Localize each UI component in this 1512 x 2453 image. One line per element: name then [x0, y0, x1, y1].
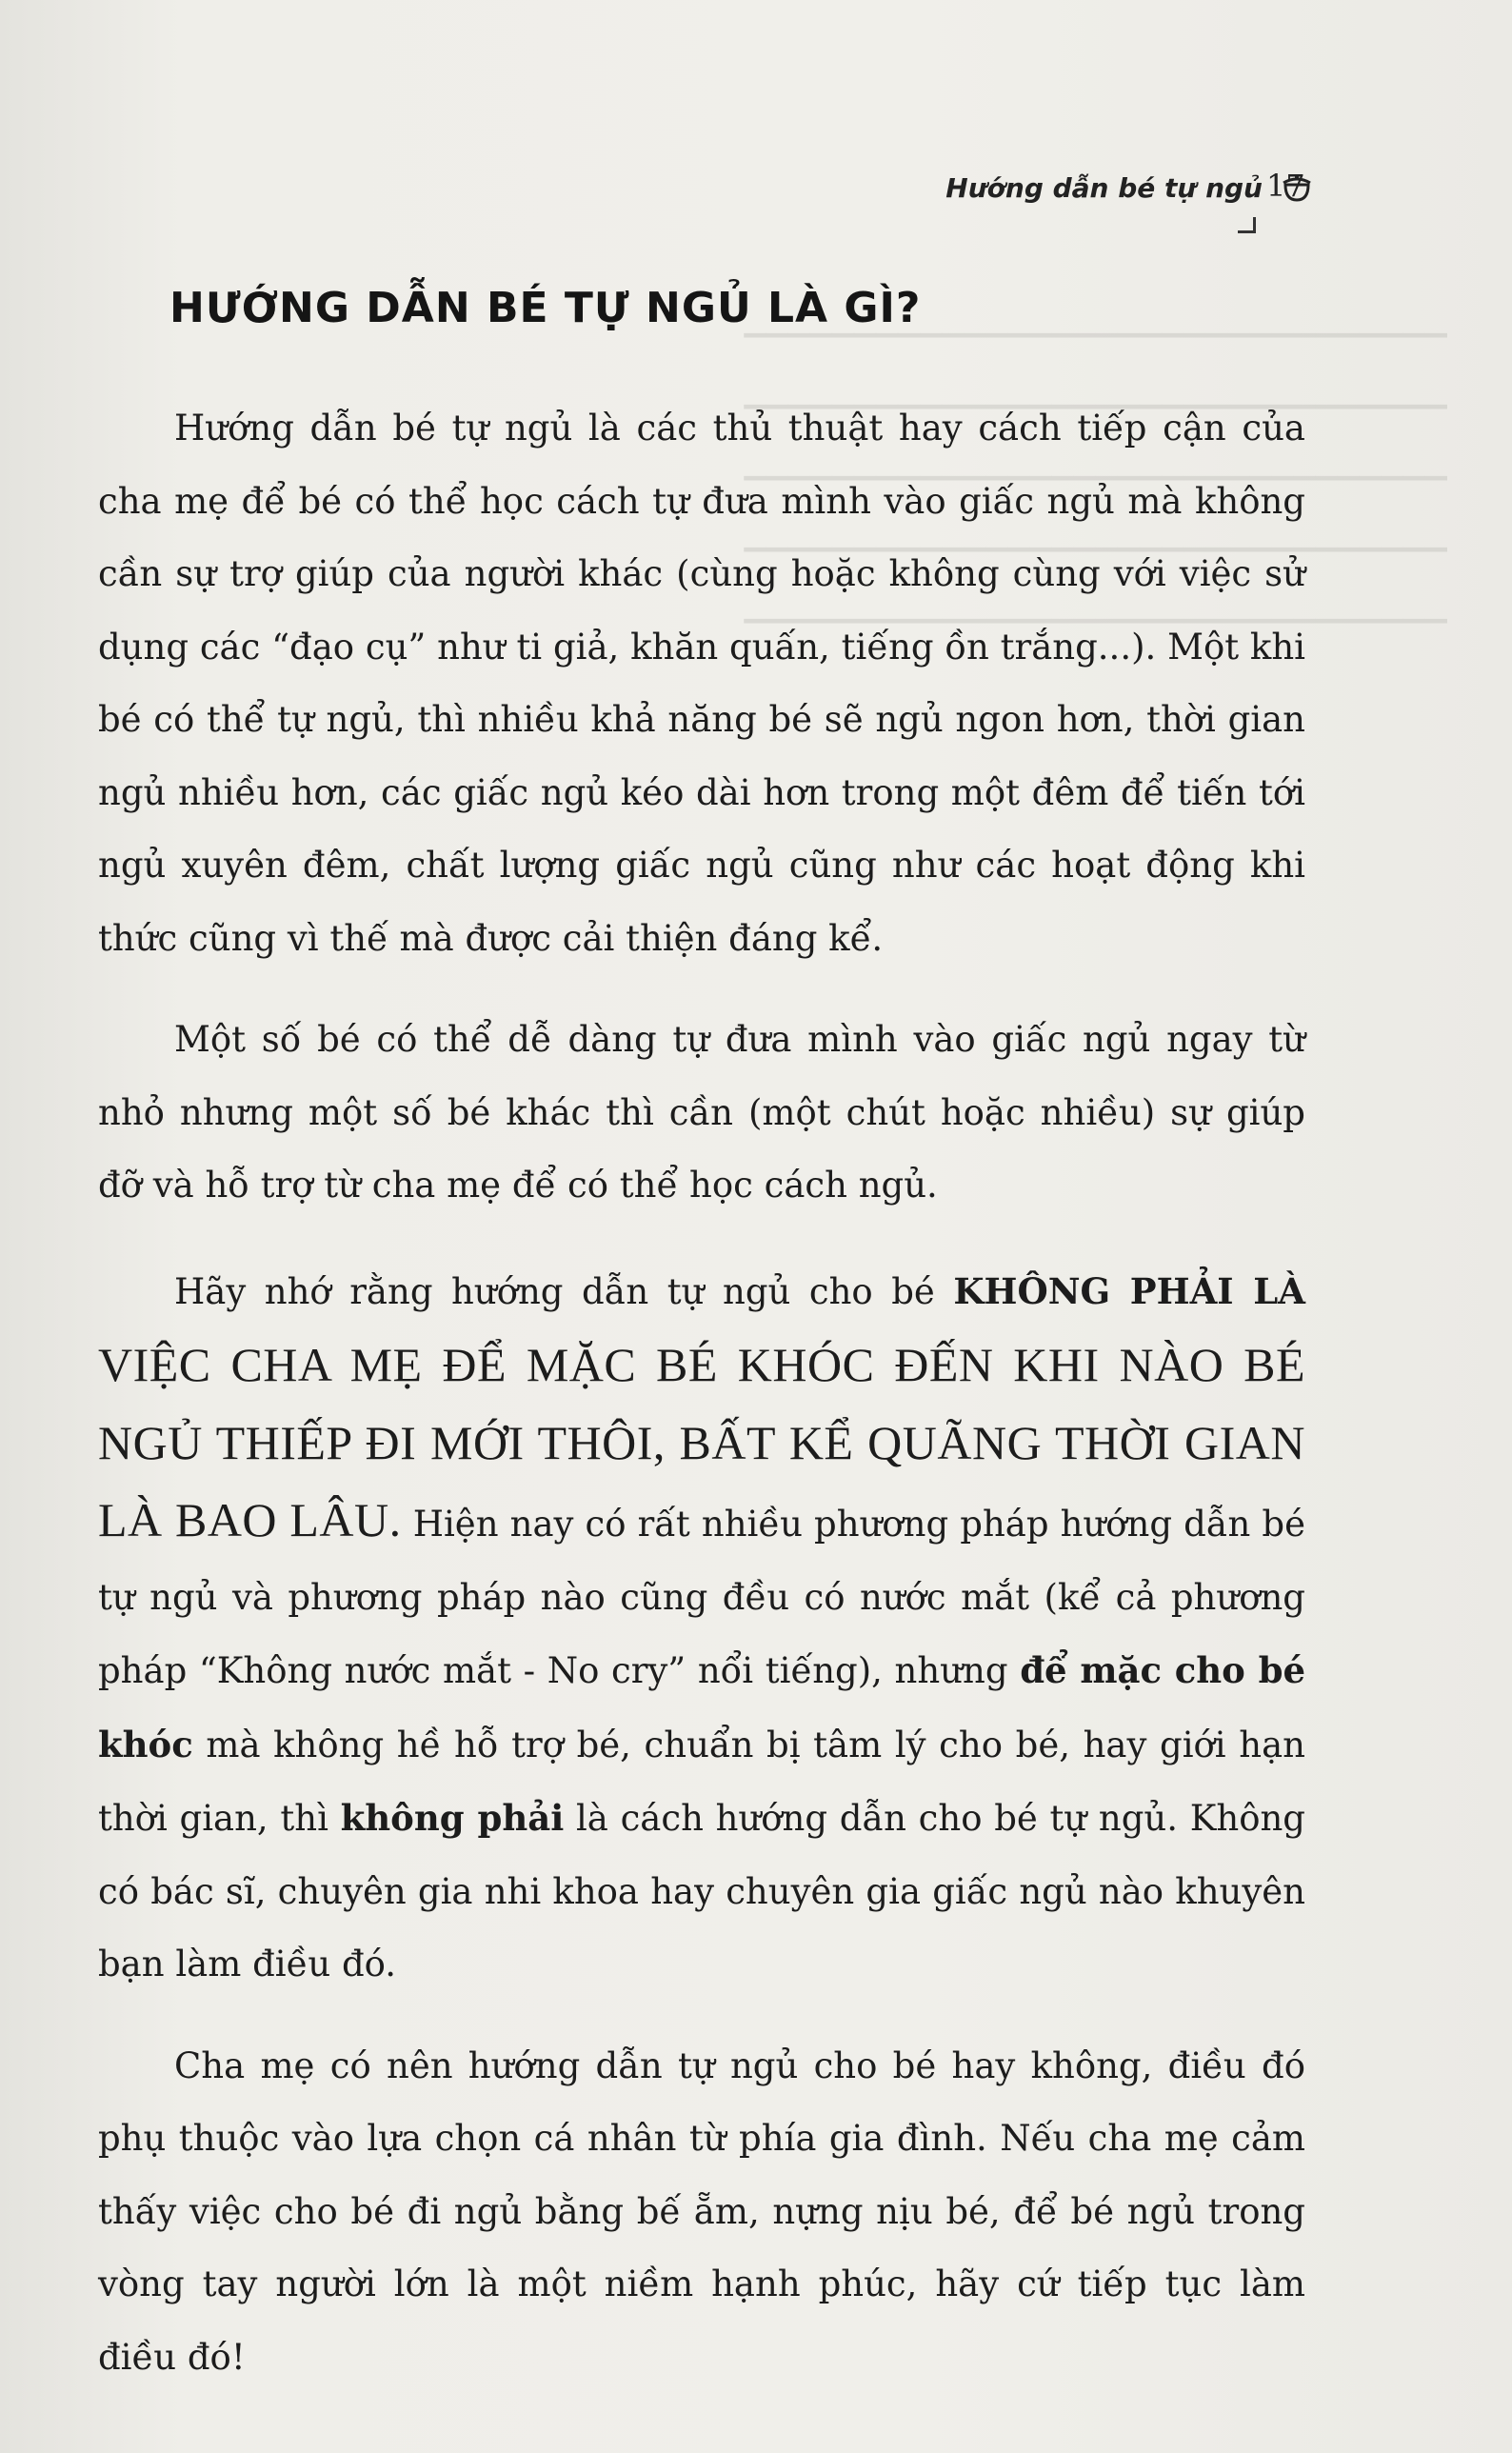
show-through-texture: ▁▁▁▁▁▁▁▁▁▁▁▁▁▁▁▁▁▁▁▁▁▁▁▁▁▁▁▁▁▁▁▁ ▁▁▁▁▁▁▁▁▁▁▁▁▁▁▁▁▁▁▁▁▁▁▁▁▁▁▁▁▁▁▁▁ ▁▁▁▁▁▁▁▁▁▁▁▁▁▁▁▁▁▁▁▁▁▁▁▁▁▁▁▁▁▁▁▁ ▁▁▁▁▁▁▁▁▁▁▁▁▁▁▁▁▁▁▁▁▁▁▁▁▁▁▁▁▁▁▁▁ ▁▁▁▁▁▁▁▁▁▁▁▁▁▁▁▁▁▁▁▁▁▁▁▁▁▁▁▁▁▁▁▁ — [744, 305, 1447, 624]
paragraph-3-text-1: Hãy nhớ rằng hướng dẫn tự ngủ cho bé — [174, 1270, 954, 1312]
paragraph-3-text-4: là cách hướng dẫn cho bé tự ngủ. Không có bác sĩ, chuyên gia nhi khoa hay chuyên gia giấc ngủ nào khuyên bạn làm điều đó. — [98, 1798, 1305, 1984]
paragraph-3-text-2: Hiện nay có rất nhiều phương pháp hướng dẫn bé tự ngủ và phương pháp nào cũng đều có nước mắt (kể cả phương pháp “Không nước mắt - No cry” nổi tiếng), nhưng — [98, 1504, 1305, 1691]
bold-not: không phải — [340, 1797, 565, 1839]
corner-mark — [1238, 217, 1256, 233]
paragraph-3 — [98, 1251, 1305, 2002]
page-number: 17 — [1266, 168, 1305, 204]
bold-not-is: KHÔNG PHẢI LÀ — [953, 1269, 1305, 1312]
caps-emphasis: VIỆC CHA MẸ ĐỂ MẶC BÉ KHÓC ĐẾN KHI NÀO BÉ NGỦ THIẾP ĐI MỚI THÔI, BẤT KỂ QUÃNG THỜI GIAN LÀ BAO LÂU. — [98, 1338, 1305, 1546]
paragraph-4: Cha mẹ có nên hướng dẫn tự ngủ cho bé hay không, điều đó phụ thuộc vào lựa chọn cá nhân từ phía gia đình. Nếu cha mẹ cảm thấy việc cho bé đi ngủ bằng bế ẵm, nựng nịu bé, để bé ngủ trong vòng tay người lớn là một niềm hạnh phúc, hãy cứ tiếp tục làm điều đó! — [98, 2044, 1305, 2378]
paragraph-1: Hướng dẫn bé tự ngủ là các thủ thuật hay cách tiếp cận của cha mẹ để bé có thể học cách tự đưa mình vào giấc ngủ mà không cần sự trợ giúp của người khác (cùng hoặc không cùng với việc sử dụng các “đạo cụ” như ti giả, khăn quấn, tiếng ồn trắng...). Một khi bé có thể tự ngủ, thì nhiều khả năng bé sẽ ngủ ngon hơn, thời gian ngủ nhiều hơn, các giấc ngủ kéo dài hơn trong một đêm để tiến tới ngủ xuyên đêm, chất lượng giấc ngủ cũng như các hoạt động khi thức cũng vì thế mà được cải thiện đáng kể. — [98, 408, 1305, 959]
paragraph-2: Một số bé có thể dễ dàng tự đưa mình vào giấc ngủ ngay từ nhỏ nhưng một số bé khác thì cần (một chút hoặc nhiều) sự giúp đỡ và hỗ trợ từ cha mẹ để có thể học cách ngủ. — [98, 1019, 1305, 1206]
paragraph-3-text-3: mà không hề hỗ trợ bé, chuẩn bị tâm lý cho bé, hay giới hạn thời gian, thì — [98, 1724, 1305, 1839]
body-text — [98, 392, 1305, 2394]
running-header — [933, 164, 1314, 211]
section-title: HƯỚNG DẪN BÉ TỰ NGỦ LÀ GÌ? — [169, 284, 922, 332]
running-title: Hướng dẫn bé tự ngủ — [945, 171, 1263, 204]
bold-let-baby-cry: để mặc cho bé khóc — [98, 1649, 1305, 1765]
